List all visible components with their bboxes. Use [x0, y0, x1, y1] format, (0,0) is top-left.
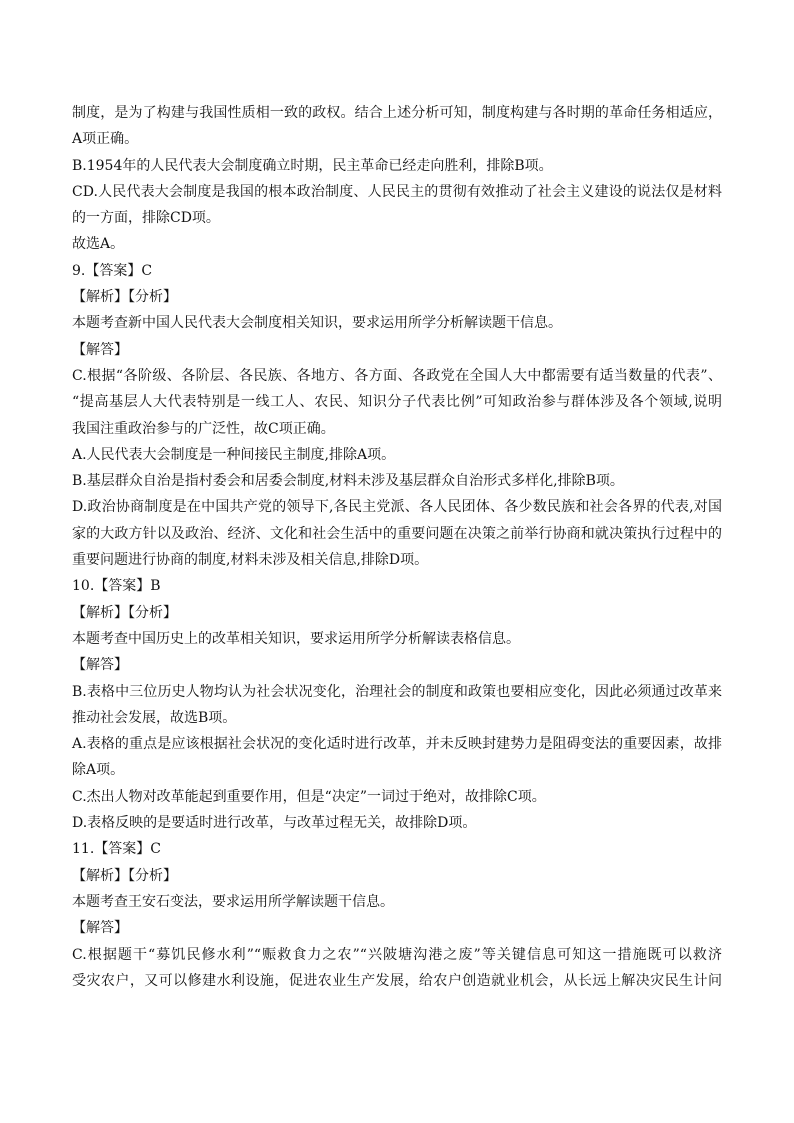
text-line: 除A项。	[72, 762, 125, 779]
text-line: A.表格的重点是应该根据社会状况的变化适时进行改革，并未反映封建势力是阻碍变法的重要因素，故排	[72, 736, 722, 753]
text-line: CD.人民代表大会制度是我国的根本政治制度、人民民主的贯彻有效推动了社会主义建设的说法仅是材料	[72, 183, 722, 200]
text-line: 我国注重政治参与的广泛性，故C项正确。	[72, 420, 335, 437]
section-heading: 【解答】	[72, 920, 128, 937]
text-line: 受灾农户，又可以修建水利设施，促进农业生产发展，给农户创造就业机会，从长远上解决灾民生计问	[72, 972, 722, 989]
text-line: 推动社会发展，故选B项。	[72, 709, 237, 726]
text-line: C.根据题干“募饥民修水利”“赈救食力之农”“兴陂塘沟港之废”等关键信息可知这一措施既可以救济	[72, 946, 722, 963]
text-line: “提高基层人大代表特别是一线工人、农民、知识分子代表比例”可知政治参与群体涉及各个领域,说明	[72, 394, 722, 411]
text-line: 家的大政方针以及政治、经济、文化和社会生活中的重要问题在决策之前举行协商和就决策执行过程中的	[72, 525, 722, 542]
text-line: C.杰出人物对改革能起到重要作用，但是“决定”一词过于绝对，故排除C项。	[72, 788, 546, 805]
text-line: B.基层群众自治是指村委会和居委会制度,材料未涉及基层群众自治形式多样化,排除B项。	[72, 473, 624, 490]
text-line: 制度，是为了构建与我国性质相一致的政权。结合上述分析可知，制度构建与各时期的革命任务相适应，	[72, 105, 722, 121]
text-line: A项正确。	[72, 131, 139, 148]
text-line: A.人民代表大会制度是一种间接民主制度,排除A项。	[72, 446, 396, 463]
text-line: D.政治协商制度是在中国共产党的领导下,各民主党派、各人民团体、各少数民族和社会各界的代表,对国	[72, 499, 722, 516]
text-line: 本题考查中国历史上的改革相关知识，要求运用所学分析解读表格信息。	[72, 630, 520, 647]
section-heading: 【解析】【分析】	[72, 867, 177, 884]
question-11-answer: 11.【答案】C	[72, 841, 161, 858]
text-line: 本题考查新中国人民代表大会制度相关知识，要求运用所学分析解读题干信息。	[72, 315, 562, 332]
section-heading: 【解答】	[72, 657, 128, 674]
text-line: B.表格中三位历史人物均认为社会状况变化，治理社会的制度和政策也要相应变化，因此必须通过改革来	[72, 683, 722, 700]
section-heading: 【解答】	[72, 341, 128, 358]
text-line: C.根据“各阶级、各阶层、各民族、各地方、各方面、各政党在全国人大中都需要有适当数量的代表”、	[72, 367, 722, 384]
document-body	[72, 100, 722, 994]
text-line: 故选A。	[72, 236, 125, 253]
question-9-answer: 9.【答案】C	[72, 262, 153, 279]
section-heading: 【解析】【分析】	[72, 289, 177, 306]
text-line: D.表格反映的是要适时进行改革，与改革过程无关，故排除D项。	[72, 815, 477, 832]
text-line: 本题考查王安石变法，要求运用所学解读题干信息。	[72, 893, 394, 910]
text-line: 的一方面，排除CD项。	[72, 210, 220, 227]
question-10-answer: 10.【答案】B	[72, 578, 161, 595]
text-line: B.1954年的人民代表大会制度确立时期，民主革命已经走向胜利，排除B项。	[72, 157, 553, 174]
text-line: 重要问题进行协商的制度,材料未涉及相关信息,排除D项。	[72, 552, 429, 569]
section-heading: 【解析】【分析】	[72, 604, 177, 621]
